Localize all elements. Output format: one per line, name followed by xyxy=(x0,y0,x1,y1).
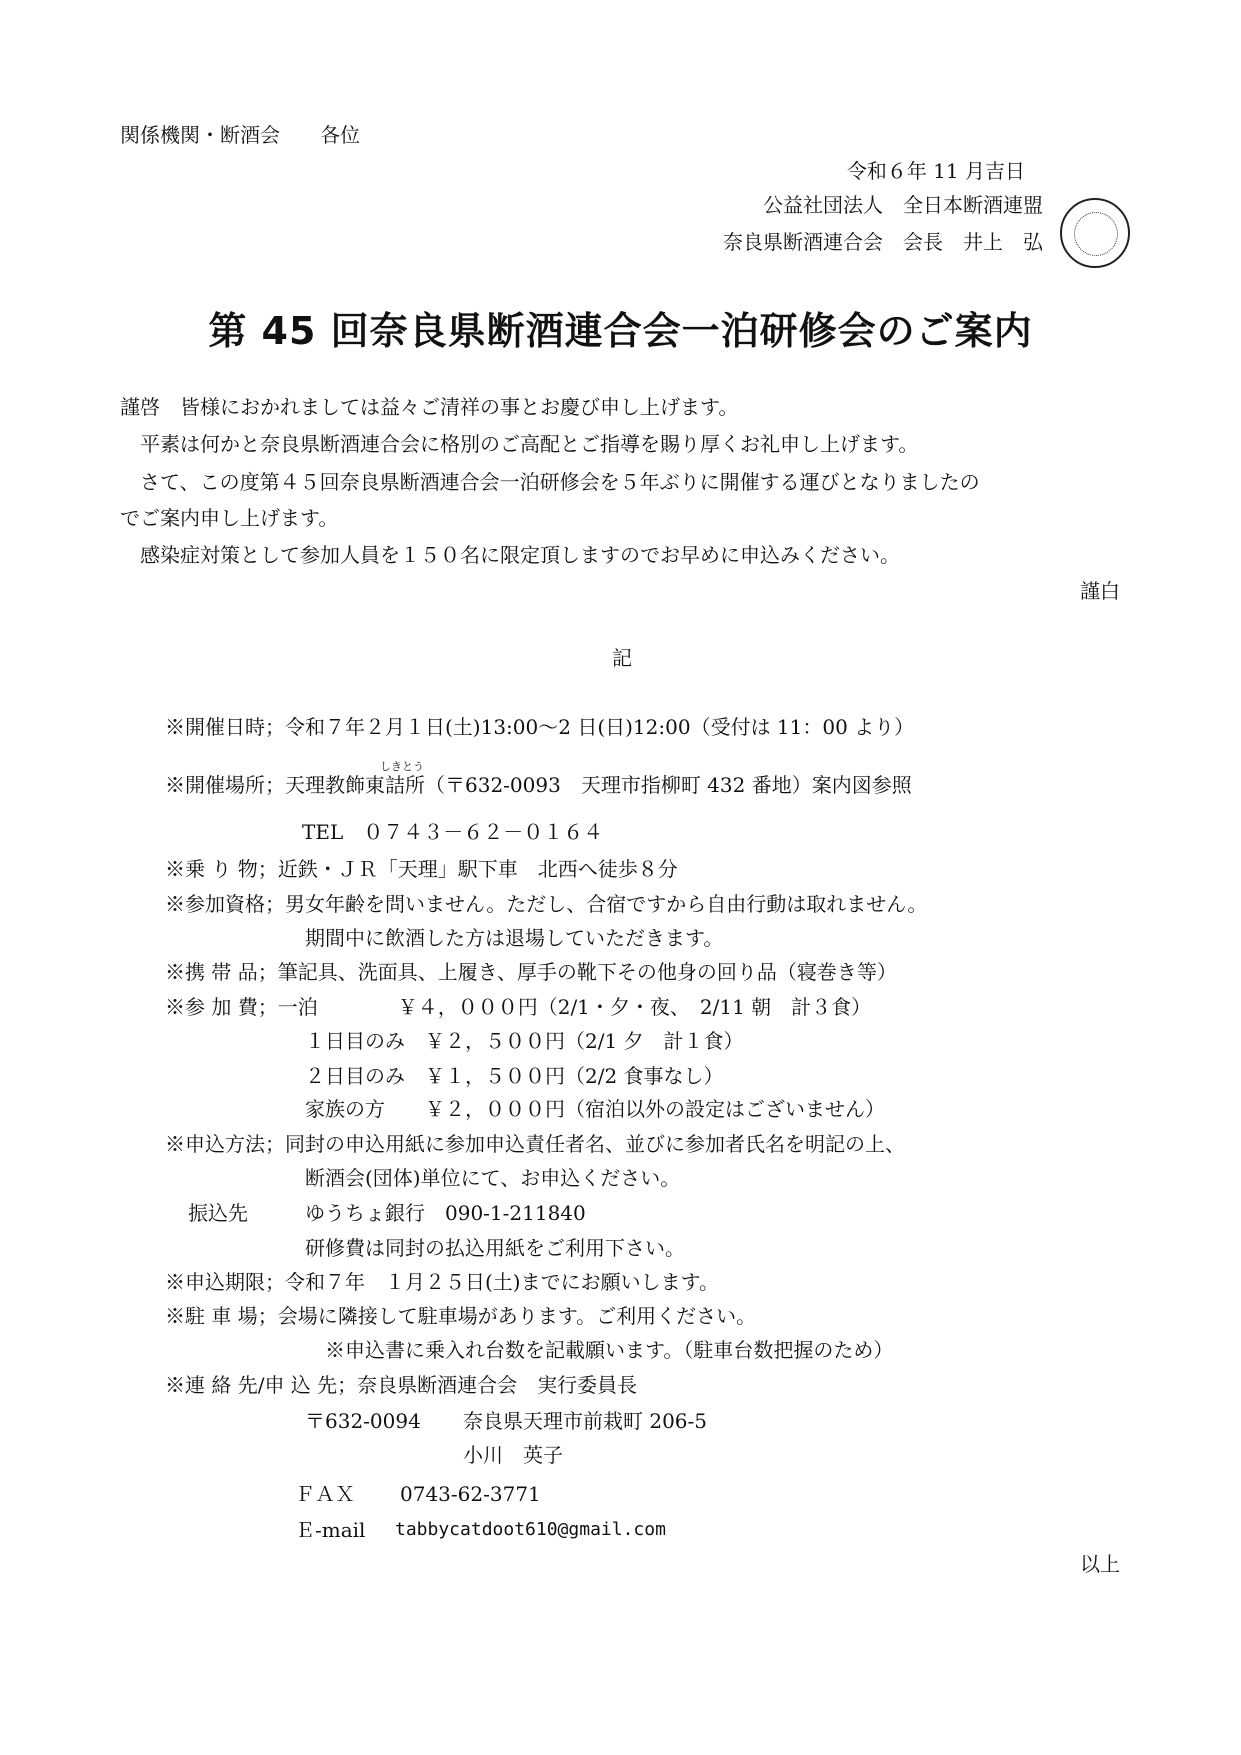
detail-fee-2: １日目のみ ￥２，５００円（2/1 夕 計１食） xyxy=(305,1029,744,1053)
issue-date: 令和６年 11 月吉日 xyxy=(846,159,1025,183)
detail-parking: ※駐 車 場；会場に隣接して駐車場があります。ご利用ください。 xyxy=(165,1304,757,1328)
ki-heading: 記 xyxy=(612,646,632,670)
organization: 公益社団法人 全日本断酒連盟 xyxy=(763,193,1043,217)
bank-note: 研修費は同封の払込用紙をご利用下さい。 xyxy=(305,1236,685,1260)
detail-deadline: ※申込期限；令和７年 １月２５日(土)までにお願いします。 xyxy=(165,1270,720,1294)
detail-transport: ※乗 り 物；近鉄・ＪＲ「天理」駅下車 北西へ徒歩８分 xyxy=(165,857,678,881)
detail-apply-2: 断酒会(団体)単位にて、お申込ください。 xyxy=(305,1166,681,1190)
fax-label: ＦＡＸ xyxy=(295,1482,355,1506)
sender: 奈良県断酒連合会 会長 井上 弘 xyxy=(723,230,1043,254)
contact-address: 奈良県天理市前栽町 206-5 xyxy=(463,1409,708,1433)
detail-belongings: ※携 帯 品；筆記具、洗面具、上履き、厚手の靴下その他身の回り品（寝巻き等） xyxy=(165,960,897,984)
greeting-line-1: 謹啓 皆様におかれましては益々ご清祥の事とお慶び申し上げます。 xyxy=(120,395,739,419)
bank-account: ゆうちょ銀行 090-1-211840 xyxy=(305,1201,586,1225)
greeting-line-3: さて、この度第４５回奈良県断酒連合会一泊研修会を５年ぶりに開催する運びとなりましたの xyxy=(120,470,980,494)
greeting-line-5: 感染症対策として参加人員を１５０名に限定頂しますのでお早めに申込みください。 xyxy=(120,543,900,567)
greeting-line-2: 平素は何かと奈良県断酒連合会に格別のご高配とご指導を賜り厚くお礼申し上げます。 xyxy=(120,432,919,456)
detail-parking-2: ※申込書に乗入れ台数を記載願います。（駐車台数把握のため） xyxy=(325,1338,894,1362)
detail-apply: ※申込方法；同封の申込用紙に参加申込責任者名、並びに参加者氏名を明記の上、 xyxy=(165,1132,905,1156)
bank-label: 振込先 xyxy=(188,1201,248,1225)
detail-fee-1: ※参 加 費；一泊 ￥４，０００円（2/1・夕・夜、 2/11 朝 計３食） xyxy=(165,995,872,1019)
venue-ruby: しきとう xyxy=(380,760,424,773)
detail-fee-4: 家族の方 ￥２，０００円（宿泊以外の設定はございません） xyxy=(305,1097,885,1121)
detail-contact: ※連 絡 先/申 込 先；奈良県断酒連合会 実行委員長 xyxy=(165,1373,638,1397)
addressee: 関係機関・断酒会 各位 xyxy=(120,123,360,147)
detail-qualification: ※参加資格；男女年齢を問いません。ただし、合宿ですから自由行動は取れません。 xyxy=(165,892,928,916)
contact-name: 小川 英子 xyxy=(463,1443,563,1467)
closing-kinpaku: 謹白 xyxy=(1080,579,1120,603)
contact-postal: 〒632-0094 xyxy=(305,1409,421,1433)
email-label: Ｅ-mail xyxy=(295,1518,366,1542)
detail-date: ※開催日時；令和７年２月１日(土)13:00～2 日(日)12:00（受付は 11：00 より） xyxy=(165,715,915,739)
detail-qualification-2: 期間中に飲酒した方は退場していただきます。 xyxy=(305,926,724,950)
page-title: 第 45 回奈良県断酒連合会一泊研修会のご案内 xyxy=(208,309,1033,353)
detail-venue: ※開催場所；天理教飾東詰所（〒632-0093 天理市指柳町 432 番地）案内図参照 xyxy=(165,773,912,797)
greeting-line-4: でご案内申し上げます。 xyxy=(120,506,339,530)
email-address: tabbycatdoot610@gmail.com xyxy=(395,1519,666,1540)
seal-stamp xyxy=(1060,198,1130,268)
detail-fee-3: ２日目のみ ￥１，５００円（2/2 食事なし） xyxy=(305,1064,724,1088)
closing-ijou: 以上 xyxy=(1080,1552,1120,1576)
detail-tel: TEL ０７４３－６２－０１６４ xyxy=(302,820,604,844)
fax-number: 0743-62-3771 xyxy=(400,1482,541,1506)
